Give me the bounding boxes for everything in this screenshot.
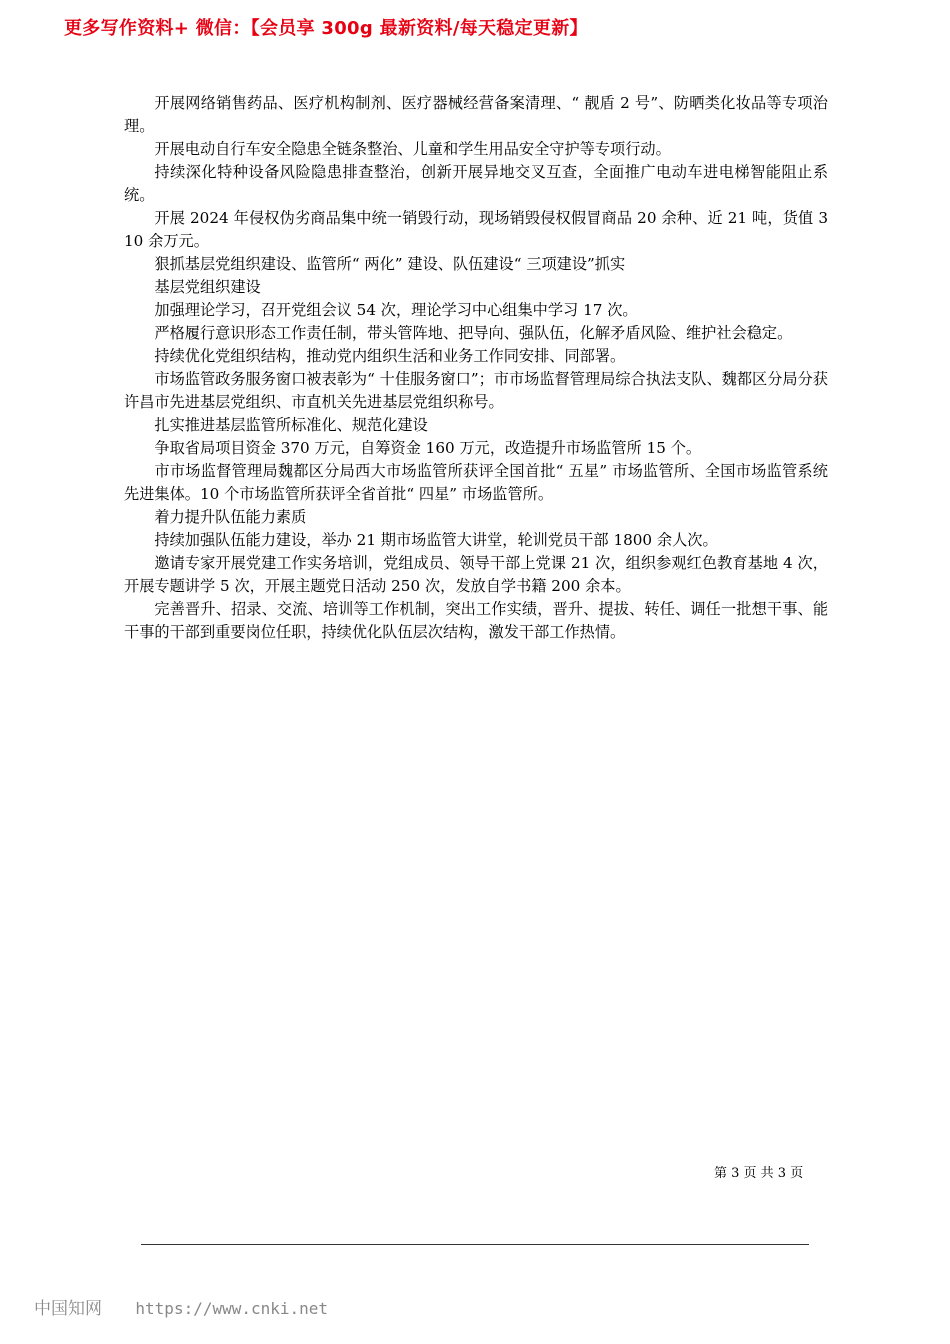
- paragraph: 加强理论学习，召开党组会议 54 次，理论学习中心组集中学习 17 次。: [154, 301, 638, 319]
- paragraph: 争取省局项目资金 370 万元，自筹资金 160 万元，改造提升市场监管所 15 个。: [154, 439, 702, 457]
- paragraph: 开展 2024 年侵权伪劣商品集中统一销毁行动，现场销毁侵权假冒商品 20 余种、近 21 吨，货值 310 余万元。: [124, 209, 828, 250]
- paragraph: 狠抓基层党组织建设、监管所“ 两化” 建设、队伍建设“ 三项建设”抓实: [154, 255, 626, 273]
- site-name: 中国知网: [34, 1299, 102, 1319]
- paragraph: 市场监管政务服务窗口被表彰为“ 十佳服务窗口”；市市场监督管理局综合执法支队、魏都区分局分获许昌市先进基层党组织、市直机关先进基层党组织称号。: [124, 370, 828, 411]
- paragraph: 持续加强队伍能力建设，举办 21 期市场监管大讲堂，轮训党员干部 1800 余人次。: [154, 531, 718, 549]
- paragraph: 完善晋升、招录、交流、培训等工作机制，突出工作实绩，晋升、提拔、转任、调任一批想干事、能干事的干部到重要岗位任职，持续优化队伍层次结构，激发干部工作热情。: [124, 600, 828, 641]
- document-body: [124, 92, 828, 644]
- paragraph: 开展电动自行车安全隐患全链条整治、儿童和学生用品安全守护等专项行动。: [154, 140, 671, 158]
- site-url-link[interactable]: https://www.cnki.net: [135, 1299, 329, 1318]
- section-heading: 基层党组织建设: [154, 278, 261, 296]
- section-heading: 扎实推进基层监管所标准化、规范化建设: [154, 416, 428, 434]
- paragraph: 开展网络销售药品、医疗机构制剂、医疗器械经营备案清理、“ 靓盾 2 号”、防晒类化妆品等专项治理。: [124, 94, 828, 135]
- paragraph: 持续深化特种设备风险隐患排查整治，创新开展异地交叉互查，全面推广电动车进电梯智能阻止系统。: [124, 163, 828, 204]
- paragraph: 邀请专家开展党建工作实务培训，党组成员、领导干部上党课 21 次，组织参观红色教育基地 4 次，开展专题讲学 5 次，开展主题党日活动 250 次，发放自学书籍 200 余本。: [124, 554, 828, 595]
- section-heading: 着力提升队伍能力素质: [154, 508, 307, 526]
- promo-banner: 更多写作资料+ 微信：【会员享 300g 最新资料/每天稳定更新】: [64, 18, 588, 39]
- paragraph: 严格履行意识形态工作责任制，带头管阵地、把导向、强队伍，化解矛盾风险、维护社会稳定。: [154, 324, 793, 342]
- page-number: 第 3 页 共 3 页: [714, 1166, 804, 1181]
- footer-divider: [141, 1244, 809, 1245]
- paragraph: 持续优化党组织结构，推动党内组织生活和业务工作同安排、同部署。: [154, 347, 626, 365]
- paragraph: 市市场监督管理局魏都区分局西大市场监管所获评全国首批“ 五星” 市场监管所、全国市场监管系统先进集体。10 个市场监管所获评全省首批“ 四星” 市场监管所。: [124, 462, 828, 503]
- site-footer: [34, 1294, 328, 1319]
